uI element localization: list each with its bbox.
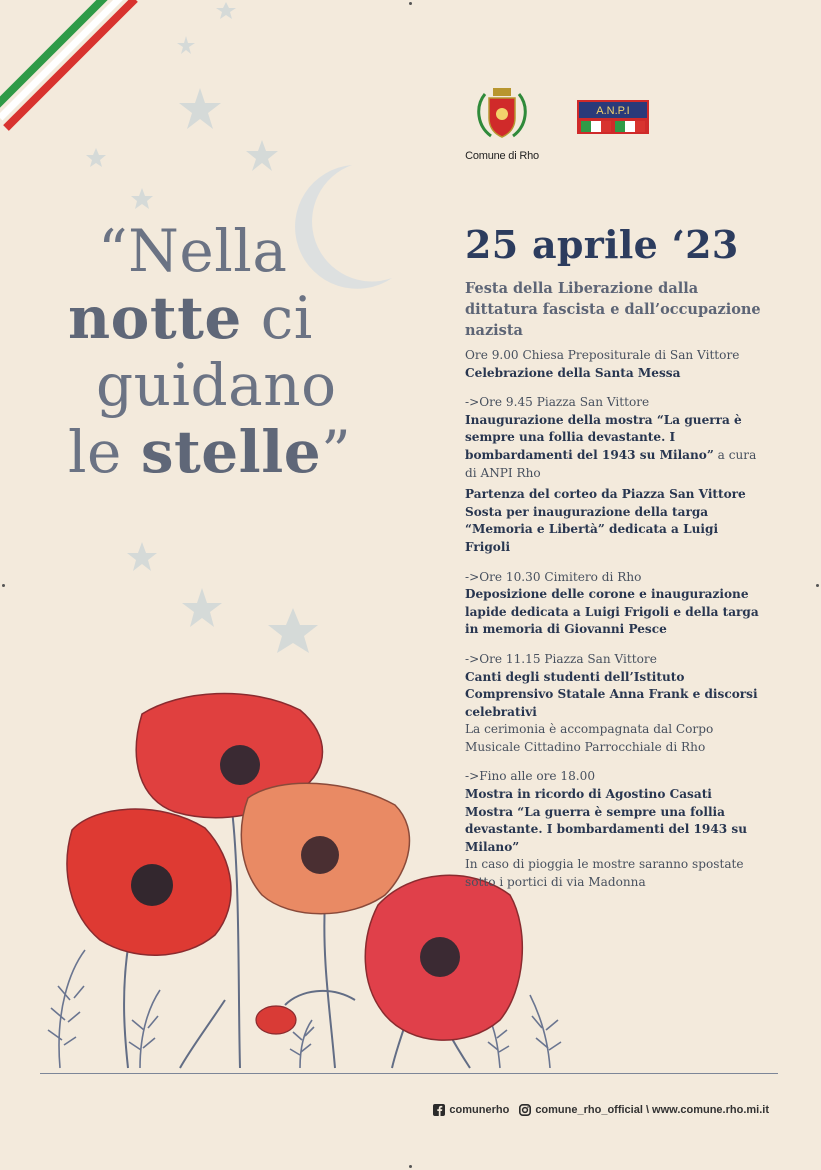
coat-of-arms-icon bbox=[471, 84, 533, 144]
program-title: Canti degli studenti dell’Istituto Comprensivo Statale Anna Frank e discorsi celebrativi bbox=[465, 669, 758, 719]
program-note: La cerimonia è accompagnata dal Corpo Musicale Cittadino Parrocchiale di Rho bbox=[465, 722, 714, 754]
program-item bbox=[465, 394, 765, 556]
quote-line-1: “Nella bbox=[98, 217, 288, 285]
footer-social bbox=[433, 1104, 769, 1116]
star-icon bbox=[216, 2, 236, 19]
star-icon bbox=[127, 542, 157, 571]
crop-mark bbox=[409, 2, 412, 5]
program-title: Celebrazione della Santa Messa bbox=[465, 365, 681, 380]
event-subtitle: Festa della Liberazione dalla dittatura fascista e dall’occupazione nazista bbox=[465, 280, 761, 339]
star-icon bbox=[268, 608, 318, 653]
quote-line-3: guidano bbox=[96, 351, 337, 419]
program-item bbox=[465, 569, 765, 639]
program-note: In caso di pioggia le mostre saranno spostate sotto i portici di via Madonna bbox=[465, 857, 744, 890]
star-icon bbox=[179, 88, 221, 129]
anpi-text: A.N.P.I bbox=[596, 105, 630, 117]
program-title: Mostra in ricordo di Agostino Casati bbox=[465, 787, 712, 802]
program-note: a cura di ANPI Rho bbox=[465, 447, 757, 480]
crop-mark bbox=[816, 584, 819, 587]
star-icon bbox=[86, 148, 106, 167]
instagram-and-website[interactable]: comune_rho_official \ www.comune.rho.mi.it bbox=[535, 1104, 769, 1116]
instagram-icon[interactable] bbox=[519, 1104, 531, 1116]
crop-mark bbox=[409, 1165, 412, 1168]
program-time: ->Fino alle ore 18.00 bbox=[465, 769, 596, 784]
program-time: ->Ore 9.45 Piazza San Vittore bbox=[465, 395, 650, 410]
program-title: Partenza del corteo da Piazza San Vittore Sosta per inaugurazione della targa “Memoria e Libertà” dedicata a Luigi Frigoli bbox=[465, 487, 746, 554]
quote-close-mark: ” bbox=[321, 418, 352, 486]
star-icon bbox=[131, 188, 153, 209]
star-icon bbox=[246, 140, 278, 171]
program-list bbox=[465, 347, 765, 904]
star-icon bbox=[177, 36, 195, 54]
facebook-icon[interactable] bbox=[433, 1104, 445, 1116]
quote-word-notte: notte bbox=[68, 284, 242, 352]
program-item bbox=[465, 768, 765, 891]
quote-word-stelle: stelle bbox=[140, 418, 322, 486]
event-date: 25 aprile ‘23 bbox=[465, 222, 739, 267]
poster-quote bbox=[68, 218, 351, 486]
program-title: Mostra “La guerra è sempre una follia devastante. I bombardamenti del 1943 su Milano” bbox=[465, 804, 747, 854]
quote-line-4 bbox=[68, 419, 351, 486]
quote-word-ci: ci bbox=[241, 284, 313, 352]
program-time: ->Ore 11.15 Piazza San Vittore bbox=[465, 651, 657, 666]
quote-word-le: le bbox=[68, 418, 141, 486]
program-title-with-note bbox=[465, 412, 765, 482]
crop-mark bbox=[2, 584, 5, 587]
footer-divider bbox=[40, 1073, 778, 1074]
star-icon bbox=[182, 588, 222, 627]
program-title: Inaugurazione della mostra “La guerra è sempre una follia devastante. I bombardamenti del 1943 su Milano” bbox=[465, 412, 742, 462]
anpi-logo bbox=[577, 100, 649, 134]
program-time: ->Ore 10.30 Cimitero di Rho bbox=[465, 569, 642, 584]
program-item bbox=[465, 347, 765, 382]
program-item bbox=[465, 651, 765, 757]
facebook-handle[interactable]: comunerho bbox=[449, 1104, 510, 1116]
program-title: Deposizione delle corone e inaugurazione lapide dedicata a Luigi Frigoli e della targa in memoria di Giovanni Pesce bbox=[465, 587, 759, 637]
quote-line-2 bbox=[68, 285, 351, 352]
program-time: Ore 9.00 Chiesa Prepositurale di San Vittore bbox=[465, 348, 740, 362]
comune-di-rho-logo bbox=[462, 84, 542, 162]
italian-flag-ribbon bbox=[0, 0, 135, 128]
comune-caption: Comune di Rho bbox=[465, 150, 539, 162]
